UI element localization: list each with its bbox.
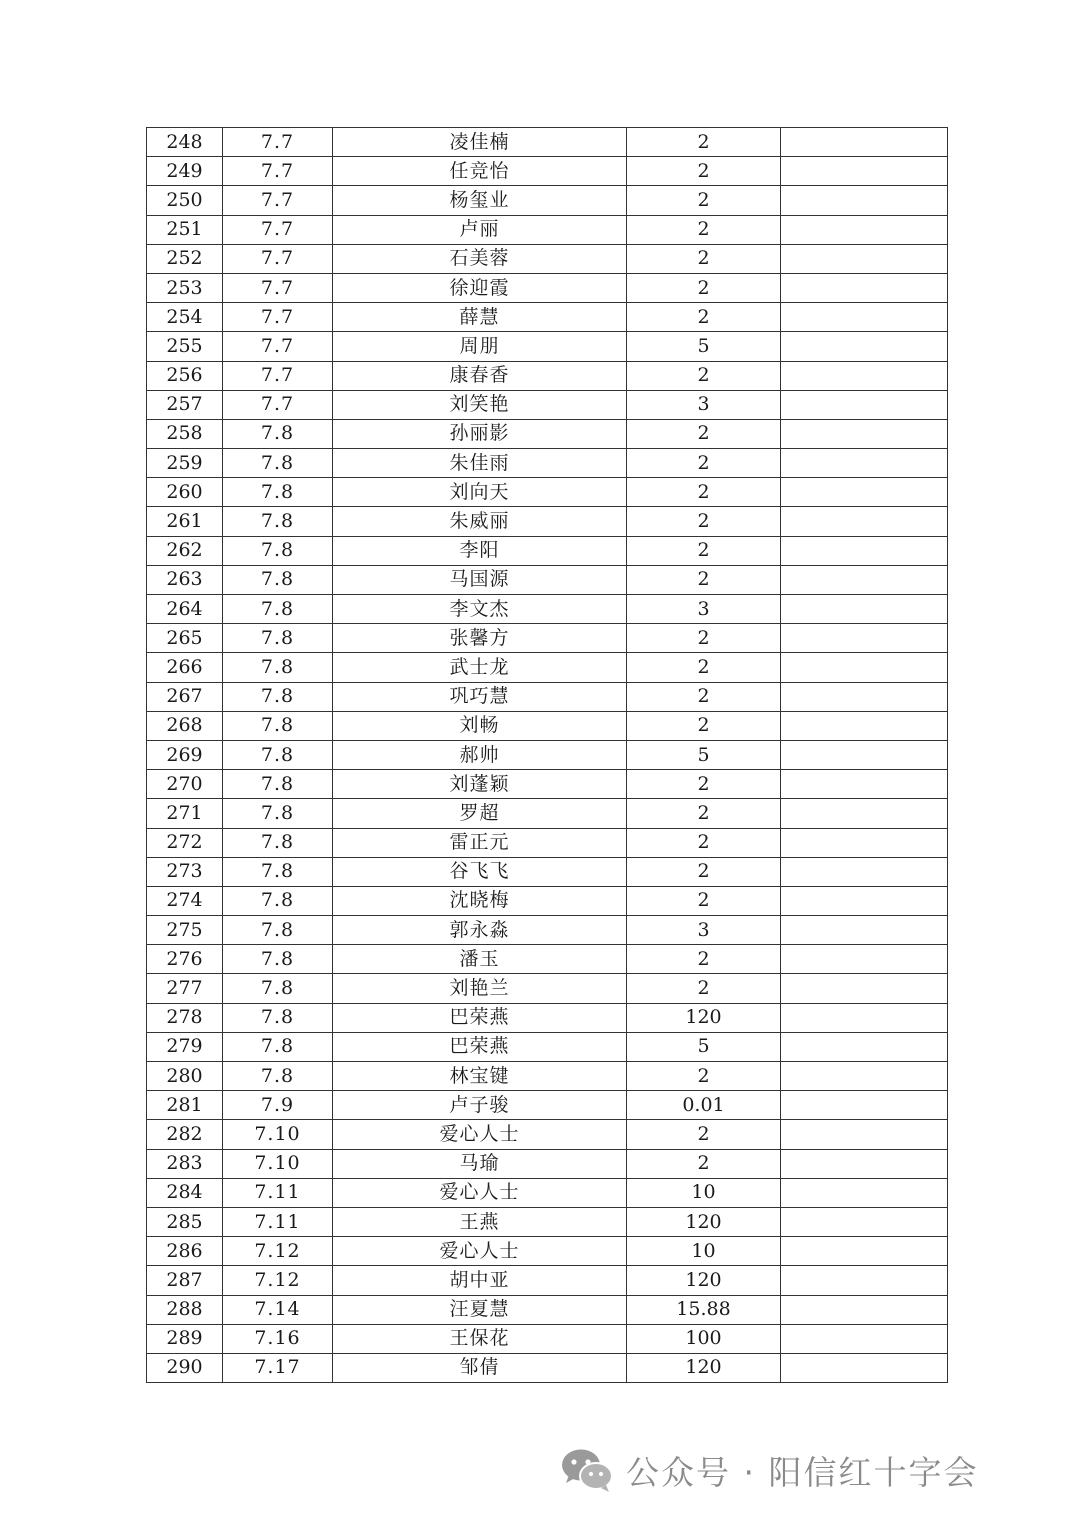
- table-row: [147, 1003, 948, 1032]
- row-number-cell: 278: [147, 1003, 223, 1032]
- note-cell: [781, 1207, 948, 1236]
- amount-cell: 3: [627, 390, 781, 419]
- amount-cell: 5: [627, 332, 781, 361]
- table-row: [147, 1207, 948, 1236]
- table-row: [147, 565, 948, 594]
- date-cell: 7.8: [223, 536, 333, 565]
- donation-table: [146, 127, 948, 1383]
- date-cell: 7.7: [223, 273, 333, 302]
- row-number-cell: 265: [147, 624, 223, 653]
- donor-name-cell: 刘艳兰: [333, 974, 627, 1003]
- date-cell: 7.8: [223, 974, 333, 1003]
- table-row: [147, 478, 948, 507]
- table-row: [147, 1295, 948, 1324]
- row-number-cell: 283: [147, 1149, 223, 1178]
- donor-name-cell: 刘向天: [333, 478, 627, 507]
- donor-name-cell: 爱心人士: [333, 1178, 627, 1207]
- row-number-cell: 286: [147, 1237, 223, 1266]
- amount-cell: 2: [627, 128, 781, 157]
- date-cell: 7.10: [223, 1120, 333, 1149]
- note-cell: [781, 1091, 948, 1120]
- amount-cell: 2: [627, 215, 781, 244]
- amount-cell: 2: [627, 857, 781, 886]
- amount-cell: 2: [627, 945, 781, 974]
- table-row: [147, 332, 948, 361]
- table-row: [147, 186, 948, 215]
- amount-cell: 2: [627, 536, 781, 565]
- donor-name-cell: 朱威丽: [333, 507, 627, 536]
- donor-name-cell: 刘畅: [333, 711, 627, 740]
- donor-name-cell: 马国源: [333, 565, 627, 594]
- watermark-text: 公众号 · 阳信红十字会: [626, 1452, 979, 1492]
- amount-cell: 2: [627, 828, 781, 857]
- amount-cell: 120: [627, 1003, 781, 1032]
- note-cell: [781, 128, 948, 157]
- row-number-cell: 273: [147, 857, 223, 886]
- donor-name-cell: 汪夏慧: [333, 1295, 627, 1324]
- date-cell: 7.8: [223, 886, 333, 915]
- donor-name-cell: 卢子骏: [333, 1091, 627, 1120]
- note-cell: [781, 361, 948, 390]
- date-cell: 7.12: [223, 1266, 333, 1295]
- donor-name-cell: 潘玉: [333, 945, 627, 974]
- row-number-cell: 281: [147, 1091, 223, 1120]
- row-number-cell: 254: [147, 303, 223, 332]
- amount-cell: 15.88: [627, 1295, 781, 1324]
- date-cell: 7.8: [223, 945, 333, 974]
- amount-cell: 2: [627, 361, 781, 390]
- row-number-cell: 253: [147, 273, 223, 302]
- donor-name-cell: 马瑜: [333, 1149, 627, 1178]
- date-cell: 7.7: [223, 157, 333, 186]
- amount-cell: 3: [627, 595, 781, 624]
- table-row: [147, 945, 948, 974]
- row-number-cell: 285: [147, 1207, 223, 1236]
- donor-name-cell: 巴荣燕: [333, 1032, 627, 1061]
- date-cell: 7.7: [223, 186, 333, 215]
- row-number-cell: 251: [147, 215, 223, 244]
- note-cell: [781, 653, 948, 682]
- table-row: [147, 799, 948, 828]
- date-cell: 7.12: [223, 1237, 333, 1266]
- date-cell: 7.8: [223, 682, 333, 711]
- note-cell: [781, 1295, 948, 1324]
- table-row: [147, 770, 948, 799]
- table-row: [147, 536, 948, 565]
- note-cell: [781, 828, 948, 857]
- amount-cell: 2: [627, 1062, 781, 1091]
- row-number-cell: 284: [147, 1178, 223, 1207]
- date-cell: 7.8: [223, 916, 333, 945]
- note-cell: [781, 1062, 948, 1091]
- table-row: [147, 419, 948, 448]
- donor-name-cell: 康春香: [333, 361, 627, 390]
- date-cell: 7.7: [223, 390, 333, 419]
- row-number-cell: 261: [147, 507, 223, 536]
- table-row: [147, 916, 948, 945]
- table-row: [147, 740, 948, 769]
- note-cell: [781, 478, 948, 507]
- note-cell: [781, 536, 948, 565]
- table-row: [147, 390, 948, 419]
- donor-name-cell: 邹倩: [333, 1353, 627, 1382]
- amount-cell: 2: [627, 478, 781, 507]
- donor-name-cell: 巩巧慧: [333, 682, 627, 711]
- date-cell: 7.16: [223, 1324, 333, 1353]
- table-row: [147, 1324, 948, 1353]
- date-cell: 7.7: [223, 332, 333, 361]
- note-cell: [781, 1120, 948, 1149]
- donor-name-cell: 徐迎霞: [333, 273, 627, 302]
- row-number-cell: 277: [147, 974, 223, 1003]
- note-cell: [781, 857, 948, 886]
- note-cell: [781, 945, 948, 974]
- donor-name-cell: 李阳: [333, 536, 627, 565]
- donor-name-cell: 郭永淼: [333, 916, 627, 945]
- date-cell: 7.8: [223, 478, 333, 507]
- note-cell: [781, 244, 948, 273]
- donor-name-cell: 孙丽影: [333, 419, 627, 448]
- donor-name-cell: 李文杰: [333, 595, 627, 624]
- amount-cell: 100: [627, 1324, 781, 1353]
- table-row: [147, 974, 948, 1003]
- table-row: [147, 1266, 948, 1295]
- amount-cell: 2: [627, 449, 781, 478]
- note-cell: [781, 1178, 948, 1207]
- note-cell: [781, 770, 948, 799]
- note-cell: [781, 1324, 948, 1353]
- amount-cell: 120: [627, 1353, 781, 1382]
- table-row: [147, 828, 948, 857]
- row-number-cell: 280: [147, 1062, 223, 1091]
- date-cell: 7.8: [223, 653, 333, 682]
- date-cell: 7.11: [223, 1207, 333, 1236]
- watermark: [560, 1440, 978, 1500]
- table-row: [147, 128, 948, 157]
- date-cell: 7.11: [223, 1178, 333, 1207]
- amount-cell: 2: [627, 974, 781, 1003]
- note-cell: [781, 332, 948, 361]
- amount-cell: 0.01: [627, 1091, 781, 1120]
- donor-name-cell: 朱佳雨: [333, 449, 627, 478]
- donor-name-cell: 武士龙: [333, 653, 627, 682]
- donor-name-cell: 王燕: [333, 1207, 627, 1236]
- donor-name-cell: 胡中亚: [333, 1266, 627, 1295]
- amount-cell: 2: [627, 157, 781, 186]
- amount-cell: 2: [627, 507, 781, 536]
- note-cell: [781, 565, 948, 594]
- table-row: [147, 711, 948, 740]
- amount-cell: 10: [627, 1237, 781, 1266]
- amount-cell: 2: [627, 886, 781, 915]
- note-cell: [781, 273, 948, 302]
- row-number-cell: 266: [147, 653, 223, 682]
- date-cell: 7.8: [223, 711, 333, 740]
- note-cell: [781, 1266, 948, 1295]
- row-number-cell: 287: [147, 1266, 223, 1295]
- amount-cell: 2: [627, 711, 781, 740]
- donor-name-cell: 薛慧: [333, 303, 627, 332]
- amount-cell: 2: [627, 303, 781, 332]
- donor-name-cell: 刘笑艳: [333, 390, 627, 419]
- row-number-cell: 275: [147, 916, 223, 945]
- row-number-cell: 268: [147, 711, 223, 740]
- amount-cell: 2: [627, 1120, 781, 1149]
- table-row: [147, 1120, 948, 1149]
- row-number-cell: 269: [147, 740, 223, 769]
- table-row: [147, 1237, 948, 1266]
- date-cell: 7.9: [223, 1091, 333, 1120]
- table-row: [147, 886, 948, 915]
- note-cell: [781, 1149, 948, 1178]
- amount-cell: 2: [627, 624, 781, 653]
- note-cell: [781, 390, 948, 419]
- table-row: [147, 595, 948, 624]
- donor-name-cell: 雷正元: [333, 828, 627, 857]
- table-row: [147, 682, 948, 711]
- table-row: [147, 361, 948, 390]
- date-cell: 7.7: [223, 303, 333, 332]
- donor-name-cell: 卢丽: [333, 215, 627, 244]
- row-number-cell: 267: [147, 682, 223, 711]
- row-number-cell: 256: [147, 361, 223, 390]
- date-cell: 7.7: [223, 361, 333, 390]
- donor-name-cell: 张馨方: [333, 624, 627, 653]
- date-cell: 7.10: [223, 1149, 333, 1178]
- note-cell: [781, 682, 948, 711]
- table-row: [147, 1032, 948, 1061]
- amount-cell: 5: [627, 740, 781, 769]
- date-cell: 7.8: [223, 624, 333, 653]
- row-number-cell: 259: [147, 449, 223, 478]
- note-cell: [781, 449, 948, 478]
- amount-cell: 2: [627, 653, 781, 682]
- date-cell: 7.8: [223, 828, 333, 857]
- row-number-cell: 290: [147, 1353, 223, 1382]
- note-cell: [781, 974, 948, 1003]
- row-number-cell: 276: [147, 945, 223, 974]
- row-number-cell: 271: [147, 799, 223, 828]
- note-cell: [781, 711, 948, 740]
- table-row: [147, 1149, 948, 1178]
- date-cell: 7.7: [223, 215, 333, 244]
- date-cell: 7.17: [223, 1353, 333, 1382]
- amount-cell: 2: [627, 273, 781, 302]
- date-cell: 7.8: [223, 507, 333, 536]
- note-cell: [781, 1353, 948, 1382]
- table-row: [147, 857, 948, 886]
- row-number-cell: 263: [147, 565, 223, 594]
- donor-name-cell: 林宝键: [333, 1062, 627, 1091]
- date-cell: 7.8: [223, 770, 333, 799]
- note-cell: [781, 303, 948, 332]
- row-number-cell: 272: [147, 828, 223, 857]
- row-number-cell: 270: [147, 770, 223, 799]
- note-cell: [781, 916, 948, 945]
- donation-table-body: [147, 128, 948, 1383]
- date-cell: 7.8: [223, 1003, 333, 1032]
- row-number-cell: 262: [147, 536, 223, 565]
- date-cell: 7.8: [223, 1062, 333, 1091]
- table-row: [147, 449, 948, 478]
- date-cell: 7.8: [223, 740, 333, 769]
- donor-name-cell: 任竞怡: [333, 157, 627, 186]
- amount-cell: 10: [627, 1178, 781, 1207]
- table-row: [147, 244, 948, 273]
- donor-name-cell: 爱心人士: [333, 1237, 627, 1266]
- donor-name-cell: 郝帅: [333, 740, 627, 769]
- date-cell: 7.8: [223, 857, 333, 886]
- note-cell: [781, 186, 948, 215]
- row-number-cell: 257: [147, 390, 223, 419]
- row-number-cell: 282: [147, 1120, 223, 1149]
- note-cell: [781, 1003, 948, 1032]
- amount-cell: 2: [627, 565, 781, 594]
- date-cell: 7.7: [223, 244, 333, 273]
- row-number-cell: 274: [147, 886, 223, 915]
- row-number-cell: 264: [147, 595, 223, 624]
- table-row: [147, 624, 948, 653]
- table-row: [147, 1062, 948, 1091]
- table-row: [147, 273, 948, 302]
- donor-name-cell: 杨玺业: [333, 186, 627, 215]
- date-cell: 7.8: [223, 419, 333, 448]
- note-cell: [781, 215, 948, 244]
- row-number-cell: 255: [147, 332, 223, 361]
- note-cell: [781, 799, 948, 828]
- table-row: [147, 653, 948, 682]
- note-cell: [781, 595, 948, 624]
- row-number-cell: 249: [147, 157, 223, 186]
- wechat-icon: [560, 1447, 614, 1493]
- row-number-cell: 288: [147, 1295, 223, 1324]
- note-cell: [781, 740, 948, 769]
- table-row: [147, 303, 948, 332]
- donor-name-cell: 凌佳楠: [333, 128, 627, 157]
- row-number-cell: 258: [147, 419, 223, 448]
- amount-cell: 3: [627, 916, 781, 945]
- date-cell: 7.8: [223, 799, 333, 828]
- row-number-cell: 289: [147, 1324, 223, 1353]
- date-cell: 7.8: [223, 449, 333, 478]
- row-number-cell: 260: [147, 478, 223, 507]
- donor-name-cell: 周朋: [333, 332, 627, 361]
- amount-cell: 120: [627, 1266, 781, 1295]
- note-cell: [781, 419, 948, 448]
- row-number-cell: 248: [147, 128, 223, 157]
- table-row: [147, 215, 948, 244]
- donor-name-cell: 巴荣燕: [333, 1003, 627, 1032]
- donor-name-cell: 罗超: [333, 799, 627, 828]
- note-cell: [781, 507, 948, 536]
- amount-cell: 2: [627, 770, 781, 799]
- donor-name-cell: 爱心人士: [333, 1120, 627, 1149]
- donor-name-cell: 刘蓬颖: [333, 770, 627, 799]
- date-cell: 7.8: [223, 1032, 333, 1061]
- date-cell: 7.7: [223, 128, 333, 157]
- amount-cell: 5: [627, 1032, 781, 1061]
- date-cell: 7.14: [223, 1295, 333, 1324]
- amount-cell: 120: [627, 1207, 781, 1236]
- table-row: [147, 1353, 948, 1382]
- table-row: [147, 157, 948, 186]
- note-cell: [781, 157, 948, 186]
- donor-name-cell: 谷飞飞: [333, 857, 627, 886]
- amount-cell: 2: [627, 682, 781, 711]
- note-cell: [781, 624, 948, 653]
- row-number-cell: 252: [147, 244, 223, 273]
- row-number-cell: 250: [147, 186, 223, 215]
- amount-cell: 2: [627, 799, 781, 828]
- amount-cell: 2: [627, 244, 781, 273]
- note-cell: [781, 886, 948, 915]
- donor-name-cell: 沈晓梅: [333, 886, 627, 915]
- row-number-cell: 279: [147, 1032, 223, 1061]
- date-cell: 7.8: [223, 595, 333, 624]
- table-row: [147, 507, 948, 536]
- table-row: [147, 1091, 948, 1120]
- date-cell: 7.8: [223, 565, 333, 594]
- amount-cell: 2: [627, 419, 781, 448]
- table-row: [147, 1178, 948, 1207]
- donor-name-cell: 石美蓉: [333, 244, 627, 273]
- amount-cell: 2: [627, 1149, 781, 1178]
- donor-name-cell: 王保花: [333, 1324, 627, 1353]
- note-cell: [781, 1237, 948, 1266]
- amount-cell: 2: [627, 186, 781, 215]
- note-cell: [781, 1032, 948, 1061]
